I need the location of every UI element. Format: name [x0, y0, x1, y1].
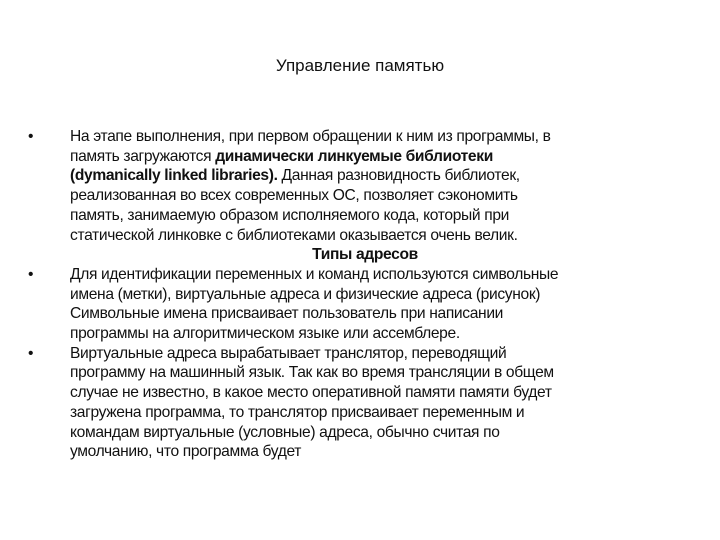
- bullet-item-dll: [0, 127, 720, 245]
- bullet-icon: •: [28, 128, 34, 145]
- text-line: реализованная во всех современных ОС, позволяет сэкономить: [70, 187, 518, 205]
- slide-title: Управление памятью: [275, 56, 445, 75]
- subheading: Типы адресов: [312, 246, 418, 264]
- text-line: случае не известно, в какое место оперативной памяти памяти будет: [70, 384, 552, 402]
- text-line: Для идентификации переменных и команд используются символьные: [70, 265, 559, 283]
- text-line: память, занимаемую образом исполняемого кода, который при: [70, 206, 509, 224]
- text-line: загружена программа, то транслятор присваивает переменным и: [70, 403, 525, 421]
- text-line: программы на алгоритмическом языке или ассемблере.: [70, 325, 460, 343]
- bullet-icon: •: [28, 344, 34, 362]
- text-span: память загружаются: [70, 147, 216, 165]
- text-line: Виртуальные адреса вырабатывает транслятор, переводящий: [70, 344, 507, 362]
- text-line: На этапе выполнения, при первом обращении к ним из программы, в: [70, 128, 551, 145]
- text-line: статической линковке с библиотеками оказывается очень велик.: [70, 226, 518, 244]
- text-line: командам виртуальные (условные) адреса, обычно считая по: [70, 423, 500, 441]
- text-line: программу на машинный язык. Так как во время трансляции в общем: [70, 364, 554, 382]
- bold-term: динамически линкуемые библиотеки: [215, 147, 493, 165]
- bullet-item-address-types: [0, 265, 720, 344]
- text-line: Символьные имена присваивает пользователь при написании: [70, 305, 504, 323]
- text-line: имена (метки), виртуальные адреса и физические адреса (рисунок): [70, 285, 541, 303]
- slide-content: [0, 127, 720, 462]
- bullet-item-virtual-addresses: [0, 344, 720, 462]
- text-span: Данная разновидность библиотек,: [277, 167, 520, 185]
- bold-term: (dymanically linked libraries).: [70, 167, 278, 185]
- text-line: [70, 166, 720, 186]
- text-line: [70, 147, 720, 167]
- text-line: умолчанию, что программа будет: [70, 443, 302, 461]
- bullet-icon: •: [28, 265, 34, 283]
